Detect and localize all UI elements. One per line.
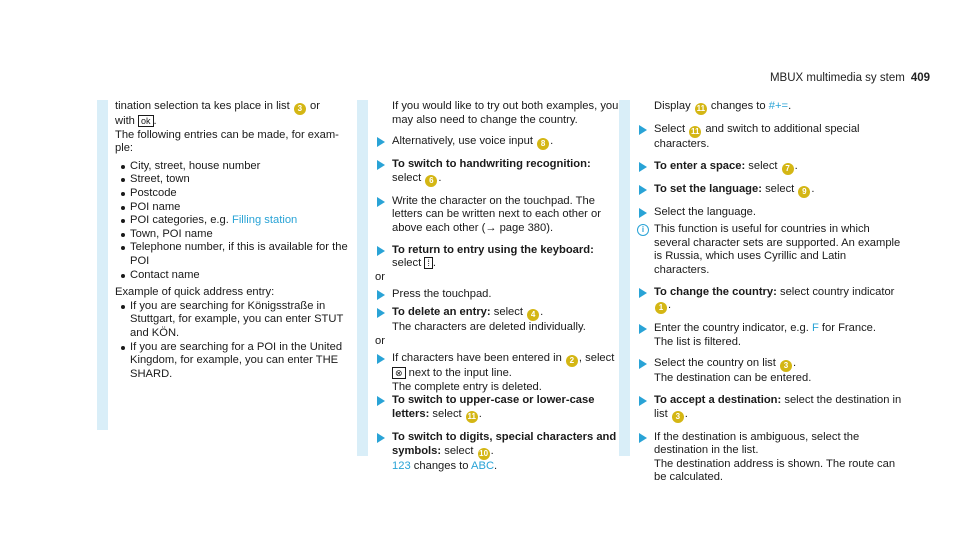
marker-11: 11 (696, 104, 706, 113)
step: To set the language: select 9 . (637, 183, 902, 198)
list-item (115, 173, 355, 187)
step-arrow-icon (377, 433, 385, 443)
list-item (115, 214, 355, 228)
header-title: MBUX multimedia sy stem (769, 72, 905, 84)
middle-margin-bar (357, 100, 368, 456)
text: This function is useful for countries in which several character sets are supported. An example is Russia, which uses Cyrillic and Latin characters. (654, 223, 901, 276)
step-title: To enter a space: (654, 159, 746, 172)
column-1 (115, 100, 355, 381)
text: Street, town (130, 173, 190, 186)
list-item (115, 341, 355, 382)
step (375, 352, 619, 394)
text: select (765, 182, 795, 195)
paragraph: tination selection ta kes place in list 3 or with ok . (115, 100, 320, 127)
right-margin-bar (619, 100, 630, 456)
step (637, 206, 902, 220)
step-arrow-icon (639, 359, 647, 369)
list-item (115, 160, 355, 174)
step: To delete an entry: select 4 . The characters are deleted individually. (375, 306, 619, 335)
marker-11: 11 (690, 127, 700, 136)
step-arrow-icon (377, 396, 385, 406)
info-icon: i (637, 224, 649, 236)
text: , select (578, 352, 615, 365)
step: To switch to digits, special characters and symbols: select 10 . 123 changes to ABC. (375, 431, 619, 473)
text: Select the country on list (654, 357, 776, 370)
filling-station-link[interactable]: Filling station (231, 214, 298, 227)
text: select country indicator (779, 285, 895, 298)
paragraph: Example of quick address entry: (115, 286, 275, 299)
marker-8: 8 (537, 138, 549, 150)
step: To switch to upper-case or lower-case letters: select 11 . (375, 394, 619, 423)
delete-icon: ⊗ (392, 367, 406, 379)
marker-7: 7 (782, 163, 794, 175)
list-item (115, 300, 355, 341)
marker-11: 11 (467, 411, 476, 421)
text: Press the touchpad. (392, 288, 492, 301)
step-title: To delete an entry: (392, 305, 491, 318)
text: for France. (821, 322, 877, 335)
or-label: or (375, 334, 385, 347)
digits-mode-link[interactable]: 123 (392, 459, 411, 472)
info-note (637, 223, 902, 277)
step: To return to entry using the keyboard: select ⁞ . (375, 244, 619, 271)
text: select (444, 444, 474, 457)
symbols-mode-link[interactable]: #+= (768, 100, 789, 112)
step (637, 123, 902, 152)
step: Select the country on list 3 . The destination can be entered. (637, 357, 902, 386)
text: The characters are deleted individually. (392, 320, 586, 333)
step-arrow-icon (639, 288, 647, 298)
marker-3: 3 (294, 103, 306, 115)
text: tination selection ta kes place in list (115, 100, 290, 112)
page-header (770, 72, 930, 86)
marker-3: 3 (780, 360, 792, 372)
step-arrow-icon (639, 162, 647, 172)
text: If characters have been entered in (392, 352, 562, 365)
list-item (115, 241, 355, 268)
text: or (309, 100, 320, 112)
text: select the destination in list (654, 393, 902, 420)
step (637, 431, 902, 485)
text: The complete entry is deleted. (392, 380, 542, 393)
list-item (115, 187, 355, 201)
marker-6: 6 (425, 175, 437, 187)
keyboard-grid-icon: ⁞ (424, 257, 433, 269)
step-arrow-icon (639, 185, 647, 195)
left-margin-bar (97, 100, 108, 430)
text: Town, POI name (130, 227, 213, 240)
letters-mode-link[interactable]: ABC (471, 459, 495, 472)
column-2 (375, 100, 619, 473)
marker-4: 4 (527, 309, 539, 321)
text: The destination can be entered. (654, 372, 812, 385)
text: changes to (413, 459, 469, 472)
step: To accept a destination: select the destination in list 3 . (637, 394, 902, 423)
ok-key: ok (138, 115, 154, 127)
marker-9: 9 (798, 186, 810, 198)
text: Select the language. (654, 205, 757, 218)
step-arrow-icon (639, 324, 647, 334)
text: Contact name (130, 268, 200, 281)
step-arrow-icon (639, 433, 647, 443)
text: Write the character on the touchpad. The letters can be written next to each other or above each other (→ page 380). (392, 194, 601, 234)
text: select (432, 407, 462, 420)
step-arrow-icon (377, 137, 385, 147)
step (375, 195, 619, 236)
step: Alternatively, use voice input 8 . (375, 135, 619, 150)
text: If you are searching for a POI in the United Kingdom, for example, you can enter THE SHARD. (130, 340, 343, 380)
paragraph: Display 11 changes to #+=. (654, 100, 792, 113)
text: Postcode (130, 186, 177, 199)
list-item (115, 269, 355, 283)
marker-10: 10 (479, 448, 489, 458)
text: If you are searching for Königsstraße in Stuttgart, for example, you can enter STUT and KÖN. (130, 299, 344, 339)
step (637, 322, 902, 349)
step: To change the country: select country indicator 1 . (637, 286, 902, 315)
step-title: To set the language: (654, 182, 762, 195)
france-link[interactable]: F (811, 322, 819, 335)
step-title: To return to entry using the keyboard: (392, 243, 594, 256)
text: The destination address is shown. The route can be calculated. (654, 457, 896, 484)
text: next to the input line. (408, 367, 512, 380)
text: with (115, 115, 135, 127)
text: select (748, 159, 778, 172)
text: Select (654, 123, 686, 135)
marker-3: 3 (672, 411, 684, 423)
step-arrow-icon (377, 160, 385, 170)
text: POI name (130, 200, 181, 213)
step-arrow-icon (639, 396, 647, 406)
step-title: To accept a destination: (654, 393, 782, 406)
text: POI categories, e.g. (130, 214, 229, 227)
paragraph: The following entries can be made, for exam-ple: (115, 128, 339, 155)
list-item (115, 201, 355, 215)
text: select (493, 305, 523, 318)
step-arrow-icon (377, 290, 385, 300)
text: If the destination is ambiguous, select the destination in the list. (654, 430, 860, 457)
marker-2: 2 (566, 355, 578, 367)
step: To switch to handwriting recognition: select 6 . (375, 158, 619, 187)
text: Enter the country indicator, e.g. (654, 322, 809, 335)
step-title: To switch to handwriting recognition: (392, 158, 591, 171)
list-item (115, 228, 355, 242)
text: and switch to additional special characters. (654, 123, 860, 150)
step-arrow-icon (377, 197, 385, 207)
column-3 (637, 100, 902, 485)
text: Alternatively, use voice input (392, 135, 533, 148)
or-label: or (375, 270, 385, 283)
text: City, street, house number (130, 159, 261, 172)
text: The list is filtered. (654, 335, 742, 348)
text: select (392, 171, 422, 184)
step (375, 288, 619, 302)
step-title: To switch to upper-case or lower-case letters: (392, 394, 595, 420)
text: select (392, 257, 422, 270)
marker-1: 1 (655, 302, 667, 314)
step-arrow-icon (377, 354, 385, 364)
step: To enter a space: select 7 . (637, 160, 902, 175)
step-arrow-icon (377, 246, 385, 256)
step-arrow-icon (639, 125, 647, 135)
step-arrow-icon (377, 308, 385, 318)
page-number: 409 (910, 72, 930, 84)
text: Display (654, 100, 691, 112)
step-title: To switch to digits, special characters and symbols: (392, 430, 617, 457)
step-title: To change the country: (654, 285, 777, 298)
text: Telephone number, if this is available for the POI (130, 241, 348, 267)
step-arrow-icon (639, 208, 647, 218)
paragraph: If you would like to try out both examples, you may also need to change the country. (392, 100, 619, 126)
text: changes to (710, 100, 766, 112)
